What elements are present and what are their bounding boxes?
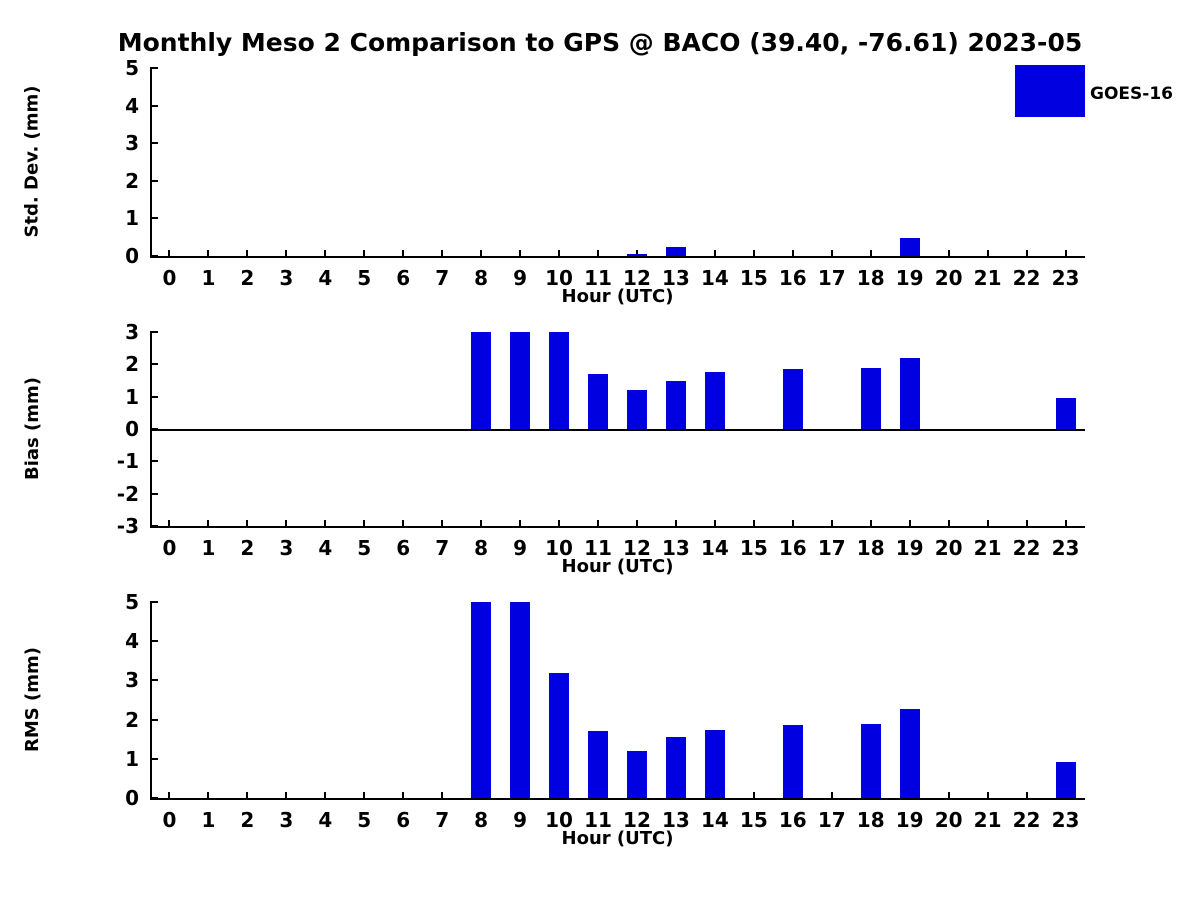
x-tick-label: 22: [1012, 266, 1041, 290]
bar: [783, 725, 803, 798]
y-tick-label: -3: [116, 514, 139, 538]
y-tick-mark: [150, 180, 158, 182]
y-tick-label: 3: [125, 320, 139, 344]
x-tick-mark: [246, 520, 248, 528]
y-tick-label: 3: [125, 668, 139, 693]
x-tick-mark: [441, 520, 443, 528]
x-tick-label: 18: [856, 808, 885, 832]
x-tick-label: 7: [435, 808, 450, 832]
y-tick-mark: [150, 67, 158, 69]
x-tick-label: 16: [778, 808, 807, 832]
x-tick-label: 22: [1012, 808, 1041, 832]
y-tick-label: -1: [116, 449, 139, 474]
x-tick-mark: [402, 792, 404, 800]
x-tick-mark: [792, 520, 794, 528]
y-tick-mark: [150, 719, 158, 721]
x-tick-label: 15: [739, 808, 768, 832]
x-tick-label: 23: [1051, 808, 1080, 832]
x-tick-label: 21: [973, 536, 1002, 560]
bar: [549, 673, 569, 798]
x-tick-mark: [519, 520, 521, 528]
x-tick-label: 5: [357, 808, 372, 832]
x-tick-mark: [948, 792, 950, 800]
y-tick-mark: [150, 493, 158, 495]
x-tick-mark: [1026, 250, 1028, 258]
zero-reference-line: [150, 429, 1085, 431]
x-tick-label: 2: [240, 808, 255, 832]
x-tick-label: 13: [662, 266, 690, 290]
y-tick-label: 2: [125, 168, 139, 193]
x-tick-label: 12: [623, 266, 651, 290]
y-tick-mark: [150, 142, 158, 144]
x-tick-mark: [324, 250, 326, 258]
x-tick-mark: [948, 520, 950, 528]
x-tick-mark: [1065, 250, 1067, 258]
x-tick-label: 2: [240, 536, 255, 560]
bar: [588, 731, 608, 798]
x-tick-label: 18: [856, 536, 885, 560]
x-tick-label: 2: [240, 266, 255, 290]
x-tick-label: 0: [162, 266, 177, 290]
x-tick-mark: [363, 520, 365, 528]
bar: [627, 751, 647, 798]
bar: [471, 602, 491, 798]
x-tick-label: 4: [318, 536, 333, 560]
x-tick-label: 6: [396, 536, 411, 560]
x-tick-mark: [1026, 520, 1028, 528]
legend-swatch-goes16: [1015, 65, 1085, 117]
x-tick-mark: [285, 250, 287, 258]
x-tick-mark: [207, 250, 209, 258]
x-axis-line: [150, 256, 1085, 258]
x-tick-mark: [870, 250, 872, 258]
x-tick-label: 6: [396, 266, 411, 290]
x-tick-label: 19: [895, 266, 924, 290]
y-tick-label: 0: [125, 417, 139, 441]
x-tick-mark: [987, 520, 989, 528]
y-tick-mark: [150, 525, 158, 527]
x-tick-label: 8: [474, 808, 489, 832]
x-tick-mark: [441, 792, 443, 800]
bar: [1056, 398, 1076, 429]
x-tick-mark: [363, 250, 365, 258]
y-tick-label: -2: [116, 481, 139, 506]
x-axis-label-rms: Hour (UTC): [561, 828, 674, 849]
x-tick-label: 14: [700, 266, 729, 290]
x-tick-label: 11: [584, 536, 612, 560]
x-tick-label: 15: [739, 536, 768, 560]
x-tick-label: 19: [895, 808, 924, 832]
x-tick-label: 9: [513, 808, 528, 832]
bar: [861, 724, 881, 798]
x-tick-label: 5: [357, 266, 372, 290]
bar: [783, 369, 803, 429]
y-tick-mark: [150, 363, 158, 365]
y-axis-label-bias: Bias (mm): [21, 377, 43, 480]
x-tick-label: 20: [934, 266, 963, 290]
x-tick-mark: [1026, 792, 1028, 800]
x-tick-label: 4: [318, 808, 333, 832]
plot-area-std-dev: [125, 56, 1085, 290]
x-tick-mark: [168, 250, 170, 258]
bar: [705, 372, 725, 429]
panel-rms: [21, 590, 1085, 849]
x-tick-label: 19: [895, 536, 924, 560]
x-tick-mark: [324, 520, 326, 528]
x-tick-mark: [870, 520, 872, 528]
x-tick-mark: [675, 520, 677, 528]
x-tick-mark: [480, 520, 482, 528]
x-tick-label: 10: [545, 536, 573, 560]
y-tick-label: 0: [125, 786, 139, 810]
x-tick-label: 16: [778, 536, 807, 560]
x-tick-label: 23: [1051, 266, 1080, 290]
x-tick-mark: [714, 520, 716, 528]
x-tick-mark: [246, 792, 248, 800]
x-tick-mark: [987, 250, 989, 258]
x-tick-label: 21: [973, 808, 1002, 832]
x-tick-label: 23: [1051, 536, 1080, 560]
x-tick-label: 9: [513, 266, 528, 290]
y-tick-mark: [150, 460, 158, 462]
bar: [588, 374, 608, 429]
x-tick-mark: [792, 250, 794, 258]
x-tick-mark: [207, 520, 209, 528]
x-tick-mark: [909, 520, 911, 528]
x-tick-mark: [831, 520, 833, 528]
bar: [510, 332, 530, 429]
bar: [861, 368, 881, 429]
plot-area-bias: [116, 320, 1085, 560]
x-tick-mark: [597, 250, 599, 258]
y-axis-label-rms: RMS (mm): [21, 647, 43, 752]
y-axis-label-std-dev: Std. Dev. (mm): [21, 85, 43, 238]
x-tick-mark: [363, 792, 365, 800]
x-tick-label: 17: [817, 536, 846, 560]
x-tick-label: 8: [474, 266, 489, 290]
bar: [1056, 762, 1076, 798]
x-tick-label: 12: [623, 536, 651, 560]
x-tick-mark: [558, 250, 560, 258]
y-tick-mark: [150, 217, 158, 219]
x-tick-label: 14: [700, 808, 729, 832]
x-tick-label: 11: [584, 808, 612, 832]
y-tick-label: 5: [125, 590, 139, 614]
y-tick-mark: [150, 797, 158, 799]
bar: [510, 602, 530, 798]
x-tick-mark: [402, 520, 404, 528]
y-tick-label: 1: [125, 384, 139, 409]
x-tick-label: 6: [396, 808, 411, 832]
x-tick-label: 13: [662, 808, 690, 832]
x-tick-label: 0: [162, 808, 177, 832]
bar: [705, 730, 725, 798]
x-tick-label: 22: [1012, 536, 1041, 560]
x-tick-mark: [168, 520, 170, 528]
x-tick-label: 11: [584, 266, 612, 290]
x-axis-label-bias: Hour (UTC): [561, 556, 674, 577]
x-tick-label: 9: [513, 536, 528, 560]
panel-bias: [21, 320, 1085, 577]
x-tick-label: 4: [318, 266, 333, 290]
x-tick-label: 10: [545, 808, 573, 832]
x-axis-line: [150, 798, 1085, 800]
legend-label-goes16: GOES-16: [1090, 84, 1173, 104]
y-tick-label: 2: [125, 707, 139, 732]
x-tick-mark: [597, 520, 599, 528]
x-tick-label: 10: [545, 266, 573, 290]
x-tick-mark: [558, 520, 560, 528]
y-tick-mark: [150, 396, 158, 398]
x-tick-mark: [753, 792, 755, 800]
x-tick-mark: [987, 792, 989, 800]
x-tick-mark: [714, 250, 716, 258]
y-tick-mark: [150, 640, 158, 642]
x-tick-label: 12: [623, 808, 651, 832]
y-tick-mark: [150, 601, 158, 603]
x-tick-mark: [831, 250, 833, 258]
x-tick-mark: [285, 520, 287, 528]
bar: [900, 709, 920, 798]
bar: [471, 332, 491, 429]
y-tick-mark: [150, 758, 158, 760]
y-tick-label: 0: [125, 244, 139, 268]
plot-area-rms: [125, 590, 1085, 832]
bar: [627, 390, 647, 429]
bar: [900, 238, 920, 256]
bar: [666, 247, 686, 256]
x-tick-mark: [168, 792, 170, 800]
x-tick-mark: [831, 792, 833, 800]
y-tick-mark: [150, 255, 158, 257]
x-tick-mark: [948, 250, 950, 258]
x-tick-label: 20: [934, 536, 963, 560]
x-tick-mark: [753, 250, 755, 258]
y-tick-mark: [150, 105, 158, 107]
bar: [666, 737, 686, 798]
y-tick-label: 2: [125, 352, 139, 377]
x-tick-mark: [285, 792, 287, 800]
x-tick-label: 3: [279, 536, 294, 560]
x-tick-label: 5: [357, 536, 372, 560]
y-tick-label: 1: [125, 206, 139, 231]
y-tick-mark: [150, 428, 158, 430]
x-tick-label: 1: [201, 536, 216, 560]
x-tick-label: 21: [973, 266, 1002, 290]
x-tick-mark: [1065, 520, 1067, 528]
bar: [900, 358, 920, 429]
y-tick-mark: [150, 679, 158, 681]
x-tick-label: 7: [435, 536, 450, 560]
x-tick-mark: [207, 792, 209, 800]
x-tick-label: 17: [817, 808, 846, 832]
x-tick-mark: [636, 520, 638, 528]
x-tick-label: 18: [856, 266, 885, 290]
x-tick-label: 3: [279, 266, 294, 290]
panel-std-dev: [21, 56, 1173, 307]
x-tick-label: 15: [739, 266, 768, 290]
y-tick-label: 4: [125, 93, 139, 118]
page-title: Monthly Meso 2 Comparison to GPS @ BACO (39.40, -76.61) 2023-05: [117, 28, 1083, 57]
y-axis-line: [150, 68, 152, 258]
y-tick-label: 1: [125, 746, 139, 771]
x-tick-mark: [519, 250, 521, 258]
x-tick-mark: [402, 250, 404, 258]
x-tick-mark: [480, 250, 482, 258]
x-tick-label: 1: [201, 266, 216, 290]
x-tick-label: 16: [778, 266, 807, 290]
x-tick-label: 3: [279, 808, 294, 832]
y-axis-line: [150, 602, 152, 800]
bar: [549, 332, 569, 429]
x-tick-label: 14: [700, 536, 729, 560]
y-tick-mark: [150, 331, 158, 333]
y-tick-label: 3: [125, 131, 139, 156]
x-tick-mark: [441, 250, 443, 258]
y-tick-label: 5: [125, 56, 139, 80]
x-tick-label: 17: [817, 266, 846, 290]
x-tick-mark: [753, 520, 755, 528]
x-axis-label-std-dev: Hour (UTC): [561, 286, 674, 307]
x-axis-line: [150, 526, 1085, 528]
y-tick-label: 4: [125, 629, 139, 654]
x-tick-label: 13: [662, 536, 690, 560]
x-tick-label: 1: [201, 808, 216, 832]
x-tick-mark: [324, 792, 326, 800]
x-tick-label: 0: [162, 536, 177, 560]
x-tick-label: 8: [474, 536, 489, 560]
x-tick-label: 7: [435, 266, 450, 290]
x-tick-mark: [246, 250, 248, 258]
x-tick-label: 20: [934, 808, 963, 832]
bar: [627, 254, 647, 256]
bar: [666, 381, 686, 430]
